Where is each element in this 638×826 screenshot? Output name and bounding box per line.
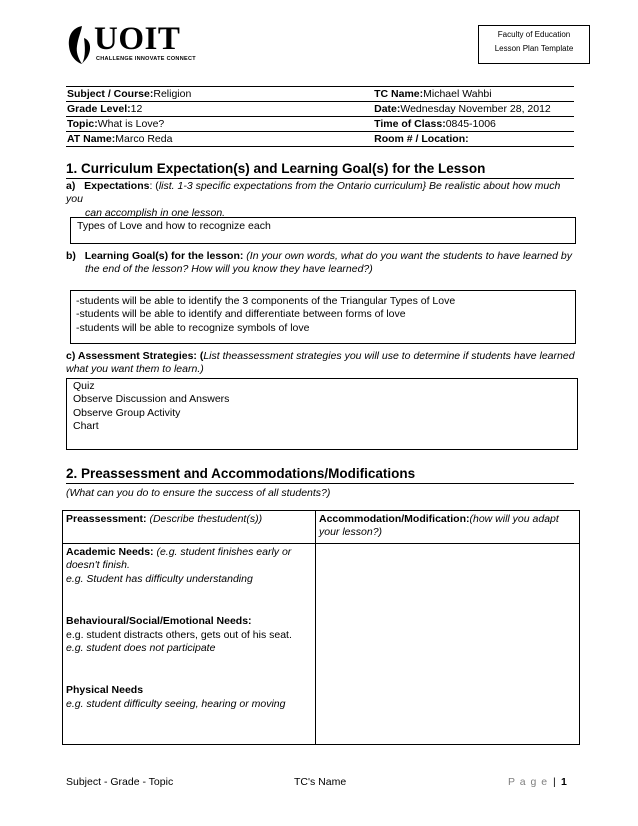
academic-needs-hint-3: e.g. Student has difficulty understanding xyxy=(66,572,253,585)
physical-needs-hint: e.g. student difficulty seeing, hearing or moving xyxy=(66,697,286,710)
expectations-prompt xyxy=(66,180,576,220)
lesson-info-table xyxy=(66,86,574,147)
expectations-hint-2: can accomplish in one lesson. xyxy=(85,206,226,219)
assessment-label: c) Assessment Strategies: ( xyxy=(66,350,204,362)
preassessment-header xyxy=(63,511,316,544)
grade-value: 12 xyxy=(130,103,143,115)
expectations-prefix: a) xyxy=(66,180,76,192)
time-value: 0845-1006 xyxy=(445,118,496,130)
at-label: AT Name: xyxy=(67,133,116,145)
room-cell xyxy=(370,132,574,147)
logo-wordmark: UOIT xyxy=(94,21,181,57)
at-value: Marco Reda xyxy=(115,133,173,145)
learning-goals-answer-box xyxy=(70,290,576,344)
info-row xyxy=(66,87,574,102)
section1-title: 1. Curriculum Expectation(s) and Learning Goal(s) for the Lesson xyxy=(66,161,486,176)
date-value: Wednesday November 28, 2012 xyxy=(400,103,551,115)
learning-goal-item: -students will be able to identify and differentiate between forms of love xyxy=(76,308,406,321)
subject-cell xyxy=(66,87,370,102)
learning-goals-prefix: b) xyxy=(66,250,76,262)
room-label: Room # / Location: xyxy=(374,133,469,145)
date-label: Date: xyxy=(374,103,401,115)
expectations-label: Expectations xyxy=(84,180,150,192)
behavioural-needs-label: Behavioural/Social/Emotional Needs: xyxy=(66,615,252,628)
assessment-item: Observe Group Activity xyxy=(73,406,181,419)
info-row xyxy=(66,102,574,117)
grade-label: Grade Level: xyxy=(67,103,131,115)
section2-rule xyxy=(66,483,574,484)
assessment-item: Observe Discussion and Answers xyxy=(73,393,230,406)
section2-subtitle: (What can you do to ensure the success of all students?) xyxy=(66,487,331,499)
topic-value: What is Love? xyxy=(97,118,165,130)
expectations-hint: list. 1-3 specific expectations from the Ontario curriculum} Be realistic about how much you xyxy=(66,180,561,206)
accommodation-header xyxy=(316,511,580,544)
faculty-box xyxy=(478,25,590,64)
footer-tc-name: TC's Name xyxy=(294,776,347,788)
behavioural-needs-hint: e.g. student distracts others, gets out of his seat. xyxy=(66,628,292,641)
academic-needs-hint: (e.g. student finishes early or xyxy=(156,546,292,558)
academic-needs-label: Academic Needs: xyxy=(66,546,157,558)
accommodation-hint: (how will you adapt xyxy=(469,513,559,525)
academic-needs-hint-2: doesn't finish. xyxy=(66,559,130,572)
faculty-name: Faculty of Education xyxy=(497,30,571,39)
assessment-hint: List theassessment strategies you will use to determine if students have learned xyxy=(203,350,575,362)
learning-goals-label: Learning Goal(s) for the lesson: xyxy=(84,250,247,262)
assessment-item: Quiz xyxy=(73,380,95,392)
expectations-answer: Types of Love and how to recognize each xyxy=(77,220,271,232)
table-row xyxy=(63,544,580,745)
tc-label: TC Name: xyxy=(374,88,424,100)
info-row xyxy=(66,117,574,132)
learning-goal-item: -students will be able to recognize symbols of love xyxy=(76,321,310,334)
tc-value: Michael Wahbi xyxy=(423,88,492,100)
learning-goals-hint: (In your own words, what do you want the students to have learned by xyxy=(246,250,572,262)
logo-tagline: CHALLENGE INNOVATE CONNECT xyxy=(96,56,196,62)
grade-cell xyxy=(66,102,370,117)
physical-needs-label: Physical Needs xyxy=(66,684,144,697)
preassessment-label: Preassessment: xyxy=(66,513,150,525)
subject-value: Religion xyxy=(153,88,192,100)
topic-cell xyxy=(66,117,370,132)
behavioural-needs-hint-2: e.g. student does not participate xyxy=(66,642,216,655)
accommodation-label: Accommodation/Modification: xyxy=(319,513,470,525)
time-label: Time of Class: xyxy=(374,118,446,130)
accommodation-hint-2: your lesson?) xyxy=(319,526,383,539)
section2-title: 2. Preassessment and Accommodations/Modifications xyxy=(66,466,416,481)
info-row xyxy=(66,132,574,147)
assessment-answer-box xyxy=(66,378,578,450)
learning-goals-hint-2: the end of the lesson? How will you know they have learned?) xyxy=(85,263,373,276)
footer-page-number: 1 xyxy=(561,776,567,788)
preassessment-hint: (Describe thestudent(s)) xyxy=(149,513,263,525)
uoit-shield-icon xyxy=(66,24,96,66)
expectations-answer-box xyxy=(70,217,576,244)
learning-goal-item: -students will be able to identify the 3 components of the Triangular Types of Love xyxy=(76,295,456,307)
preassessment-table xyxy=(62,510,580,745)
assessment-item: Chart xyxy=(73,420,99,433)
table-row xyxy=(63,511,580,544)
tc-cell xyxy=(370,87,574,102)
template-name: Lesson Plan Template xyxy=(494,44,574,53)
assessment-hint-2: what you want them to learn.) xyxy=(66,363,204,376)
date-cell xyxy=(370,102,574,117)
time-cell xyxy=(370,117,574,132)
expectations-colon: : ( xyxy=(149,180,159,192)
assessment-prompt xyxy=(66,350,578,377)
subject-label: Subject / Course: xyxy=(67,88,154,100)
needs-cell xyxy=(63,544,316,745)
topic-label: Topic: xyxy=(67,118,98,130)
footer-subject: Subject - Grade - Topic xyxy=(66,776,174,788)
at-cell xyxy=(66,132,370,147)
accommodation-cell xyxy=(316,544,580,745)
learning-goals-prompt xyxy=(66,250,576,277)
footer-page-sep: | xyxy=(553,776,556,788)
footer-page-label: P a g e xyxy=(508,776,549,788)
section1-rule xyxy=(66,178,574,179)
